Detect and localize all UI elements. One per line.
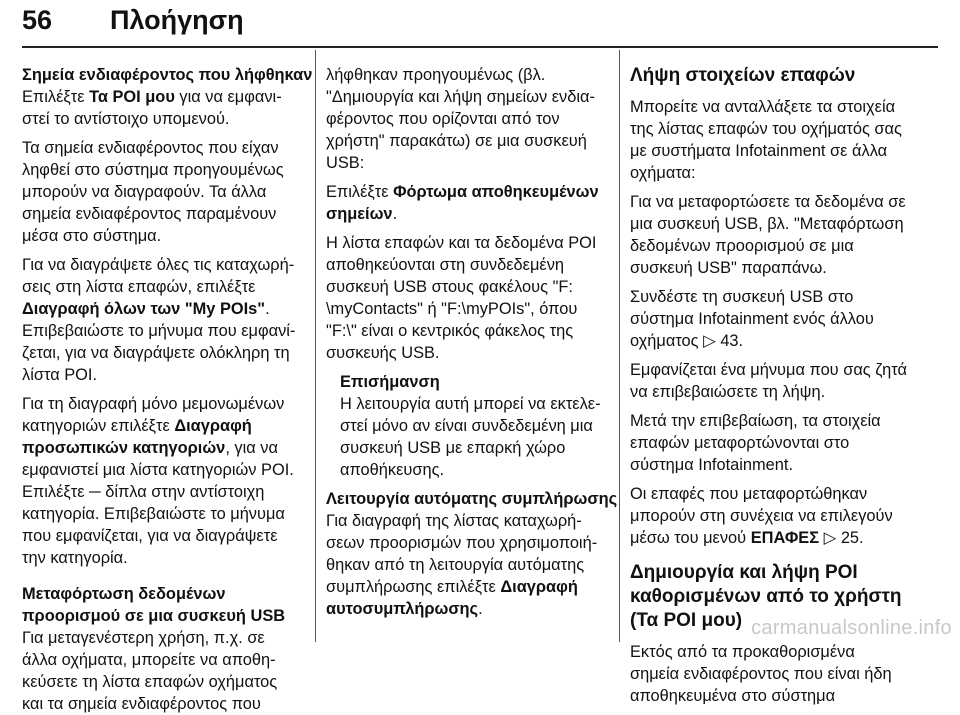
note-title: Επισήμανση <box>340 373 440 391</box>
column-1: Σημεία ενδιαφέροντος που λήφθηκαν Επιλέξτε Τα POI μου για να εμφανι- στεί το αντίστοιχο υπομενού. Τα σημεία ενδιαφέροντος που είχαν ληφθεί στο σύστημα προηγουμένως μπορούν να διαγραφούν. Τα άλλα σημεία ενδιαφέροντος παραμένουν μέσα στο σύστημα. Για να διαγράψετε όλες τις καταχωρή- σεις στη λίστα επαφών, επιλέξτε Διαγραφή όλων των "My POIs". Επιβεβαιώστε το μήνυμα που εμφανί- ζεται, για να διαγράψετε ολόκληρη τη λίστα POI. Για τη διαγραφή μόνο μεμονωμένων κατηγοριών επιλέξτε Διαγραφή προσωπικών κατηγοριών, για να εμφανιστεί μια λίστα κατηγοριών POI. Επιλέξτε ─ δίπλα στην αντίστοιχη κατηγορία. Επιβεβαιώστε το μήνυμα που εμφανίζεται, για να διαγράψετε την κατηγορία. Μεταφόρτωση δεδομένων προορισμού σε μια συσκευή USB Για μεταγενέστερη χρήση, π.χ. σε άλλα οχήματα, μπορείτε να αποθη- κεύσετε τη λίστα επαφών οχήματος και τα σημεία ενδιαφέροντος που <box>22 66 313 713</box>
menu-term: προσωπικών κατηγοριών <box>22 439 226 457</box>
page-reference: 43 <box>720 332 739 350</box>
page-reference: 25 <box>840 529 860 547</box>
header-rule <box>22 46 938 48</box>
page-number: 56 <box>22 5 53 35</box>
paragraph: Για να μεταφορτώσετε τα δεδομένα σε μια συσκευή USB, βλ. "Μεταφόρτωση δεδομένων προορισμού σε μια συσκευή USB" παραπάνω. <box>630 193 906 277</box>
section-heading: Λήψη στοιχείων επαφών <box>630 65 856 86</box>
paragraph: Εκτός από τα προκαθορισμένα σημεία ενδιαφέροντος που είναι ήδη αποθηκευμένα στο σύστημα <box>630 643 892 705</box>
watermark: carmanualsonline.info <box>751 617 952 639</box>
text-line: στεί το αντίστοιχο υπομενού. <box>22 110 230 128</box>
page-title: Πλοήγηση <box>110 5 244 35</box>
column-2: λήφθηκαν προηγουμένως (βλ. "Δημιουργία και λήψη σημείων ενδια- φέροντος που ορίζονται από τον χρήστη" παρακάτω) σε μια συσκευή USB: Επιλέξτε Φόρτωμα αποθηκευμένων σημείων. Η λίστα επαφών και τα δεδομένα POI αποθηκεύονται στη συνδεδεμένη συσκευή USB στους φακέλους "F: \myContacts" ή "F:\myPOIs", όπου "F:\" είναι ο κεντρικός φάκελος της συσκευής USB. Επισήμανση Η λειτουργία αυτή μπορεί να εκτελε- στεί μόνο αν είναι συνδεδεμένη μια συσκευή USB με επαρκή χώρο αποθήκευσης. Λειτουργία αυτόματης συμπλήρωσης Για διαγραφή της λίστας καταχωρή- σεων προορισμών που χρησιμοποιή- θηκαν από τη λειτουργία αυτόματης συμπλήρωσης επιλέξτε Διαγραφή αυτοσυμπλήρωσης. <box>326 66 618 618</box>
paragraph: Η λίστα επαφών και τα δεδομένα POI αποθηκεύονται στη συνδεδεμένη συσκευή USB στους φακέλους "F: \myContacts" ή "F:\myPOIs", όπου "F:\" είναι ο κεντρικός φάκελος της συσκευής USB. <box>326 234 597 362</box>
menu-term: ΕΠΑΦΕΣ <box>750 529 820 547</box>
page-reference-arrow-icon: ▷ <box>823 529 837 547</box>
section-heading: Σημεία ενδιαφέροντος που λήφθηκαν <box>22 66 313 84</box>
menu-term: αυτοσυμπλήρωσης <box>326 600 479 618</box>
page-header <box>22 0 938 44</box>
column-divider-1 <box>315 50 316 642</box>
section-heading: Δημιουργία και λήψη POI καθορισμένων από το χρήστη (Τα POI μου) <box>630 562 902 631</box>
section-heading: Λειτουργία αυτόματης συμπλήρωσης <box>326 490 618 508</box>
paragraph: Εμφανίζεται ένα μήνυμα που σας ζητά να επιβεβαιώσετε τη λήψη. <box>630 361 908 401</box>
menu-term: Διαγραφή <box>500 578 578 596</box>
text-line: Επιλέξτε Τα POI μου για να εμφανι- <box>22 88 282 106</box>
paragraph: Μπορείτε να ανταλλάξετε τα στοιχεία της λίστας επαφών του οχήματός σας με συστήματα Infotainment σε άλλα οχήματα: <box>630 98 902 182</box>
note-box: Επισήμανση Η λειτουργία αυτή μπορεί να εκτελε- στεί μόνο αν είναι συνδεδεμένη μια συσκευή USB με επαρκή χώρο αποθήκευσης. <box>340 371 611 481</box>
menu-term: Διαγραφή όλων των "My POIs" <box>22 300 266 318</box>
paragraph: Μετά την επιβεβαίωση, τα στοιχεία επαφών μεταφορτώνονται στο σύστημα Infotainment. <box>630 412 881 474</box>
column-divider-2 <box>619 50 620 642</box>
paragraph: λήφθηκαν προηγουμένως (βλ. "Δημιουργία και λήψη σημείων ενδια- φέροντος που ορίζονται από τον χρήστη" παρακάτω) σε μια συσκευή USB: <box>326 66 595 172</box>
menu-term: Φόρτωμα αποθηκευμένων <box>393 183 599 201</box>
paragraph: Επιλέξτε Φόρτωμα αποθηκευμένων σημείων. <box>326 183 599 223</box>
page-reference-arrow-icon: ▷ <box>703 332 716 350</box>
paragraph: Για τη διαγραφή μόνο μεμονωμένων κατηγοριών επιλέξτε Διαγραφή προσωπικών κατηγοριών, για να εμφανιστεί μια λίστα κατηγοριών POI. Επιλέξτε ─ δίπλα στην αντίστοιχη κατηγορία. Επιβεβαιώστε το μήνυμα που εμφανίζεται, για να διαγράψετε την κατηγορία. <box>22 395 294 567</box>
paragraph: Τα σημεία ενδιαφέροντος που είχαν ληφθεί στο σύστημα προηγουμένως μπορούν να διαγραφούν. Τα άλλα σημεία ενδιαφέροντος παραμένουν μέσα στο σύστημα. <box>22 139 284 245</box>
menu-term: Τα POI μου <box>89 88 175 106</box>
menu-term: Διαγραφή <box>174 417 252 435</box>
menu-term: σημείων <box>326 205 393 223</box>
paragraph: Για να διαγράψετε όλες τις καταχωρή- σεις στη λίστα επαφών, επιλέξτε Διαγραφή όλων των "My POIs". Επιβεβαιώστε το μήνυμα που εμφανί- ζεται, για να διαγράψετε ολόκληρη τη λίστα POI. <box>22 256 296 384</box>
paragraph: Συνδέστε τη συσκευή USB στο σύστημα Infotainment ενός άλλου οχήματος ▷ 43. <box>630 288 874 350</box>
section-heading: Μεταφόρτωση δεδομένων <box>22 585 226 603</box>
section-heading: προορισμού σε μια συσκευή USB <box>22 607 286 625</box>
paragraph: Οι επαφές που μεταφορτώθηκαν μπορούν στη συνέχεια να επιλεγούν μέσω του μενού ΕΠΑΦΕΣ ▷ 25. <box>630 485 893 547</box>
